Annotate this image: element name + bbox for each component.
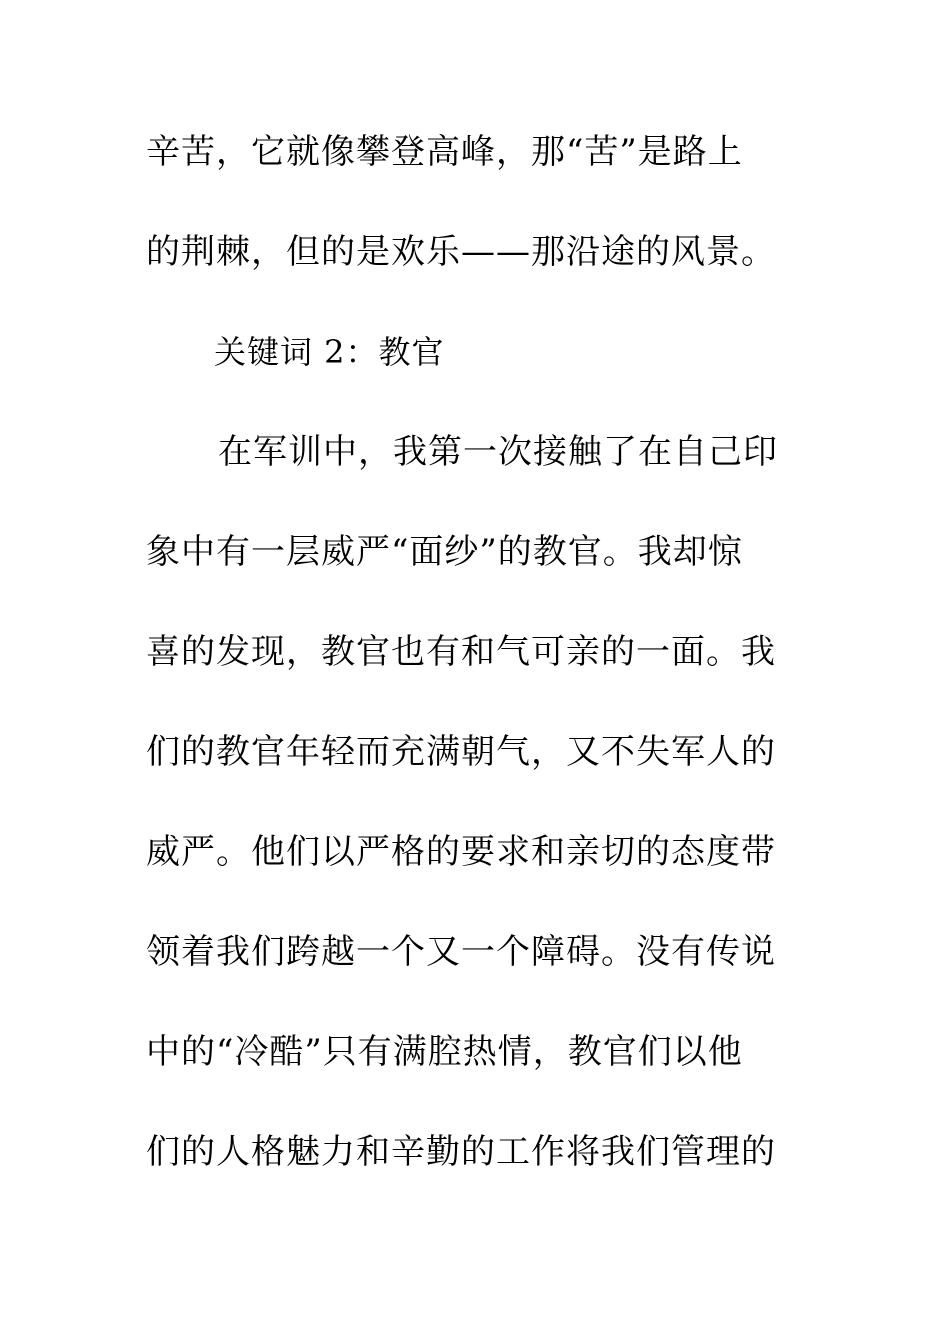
- paragraph-2-line-3: 喜的发现，教官也有和气可亲的一面。我: [146, 632, 776, 672]
- paragraph-1-line-1: 辛苦，它就像攀登高峰，那“苦”是路上: [146, 132, 743, 172]
- paragraph-2-line-6: 领着我们跨越一个又一个障碍。没有传说: [146, 932, 776, 972]
- section-heading: 关键词 2：教官: [214, 333, 445, 371]
- paragraph-1-line-2: 的荆棘，但的是欢乐——那沿途的风景。: [146, 232, 776, 272]
- paragraph-2-line-1: 在军训中，我第一次接触了在自己印: [218, 432, 778, 472]
- paragraph-2-line-8: 们的人格魅力和辛勤的工作将我们管理的: [146, 1132, 776, 1172]
- paragraph-2-line-5: 威严。他们以严格的要求和亲切的态度带: [146, 832, 776, 872]
- paragraph-2-line-4: 们的教官年轻而充满朝气，又不失军人的: [146, 732, 776, 772]
- paragraph-2-line-2: 象中有一层威严“面纱”的教官。我却惊: [146, 532, 743, 572]
- paragraph-2-line-7: 中的“冷酷”只有满腔热情，教官们以他: [146, 1032, 743, 1072]
